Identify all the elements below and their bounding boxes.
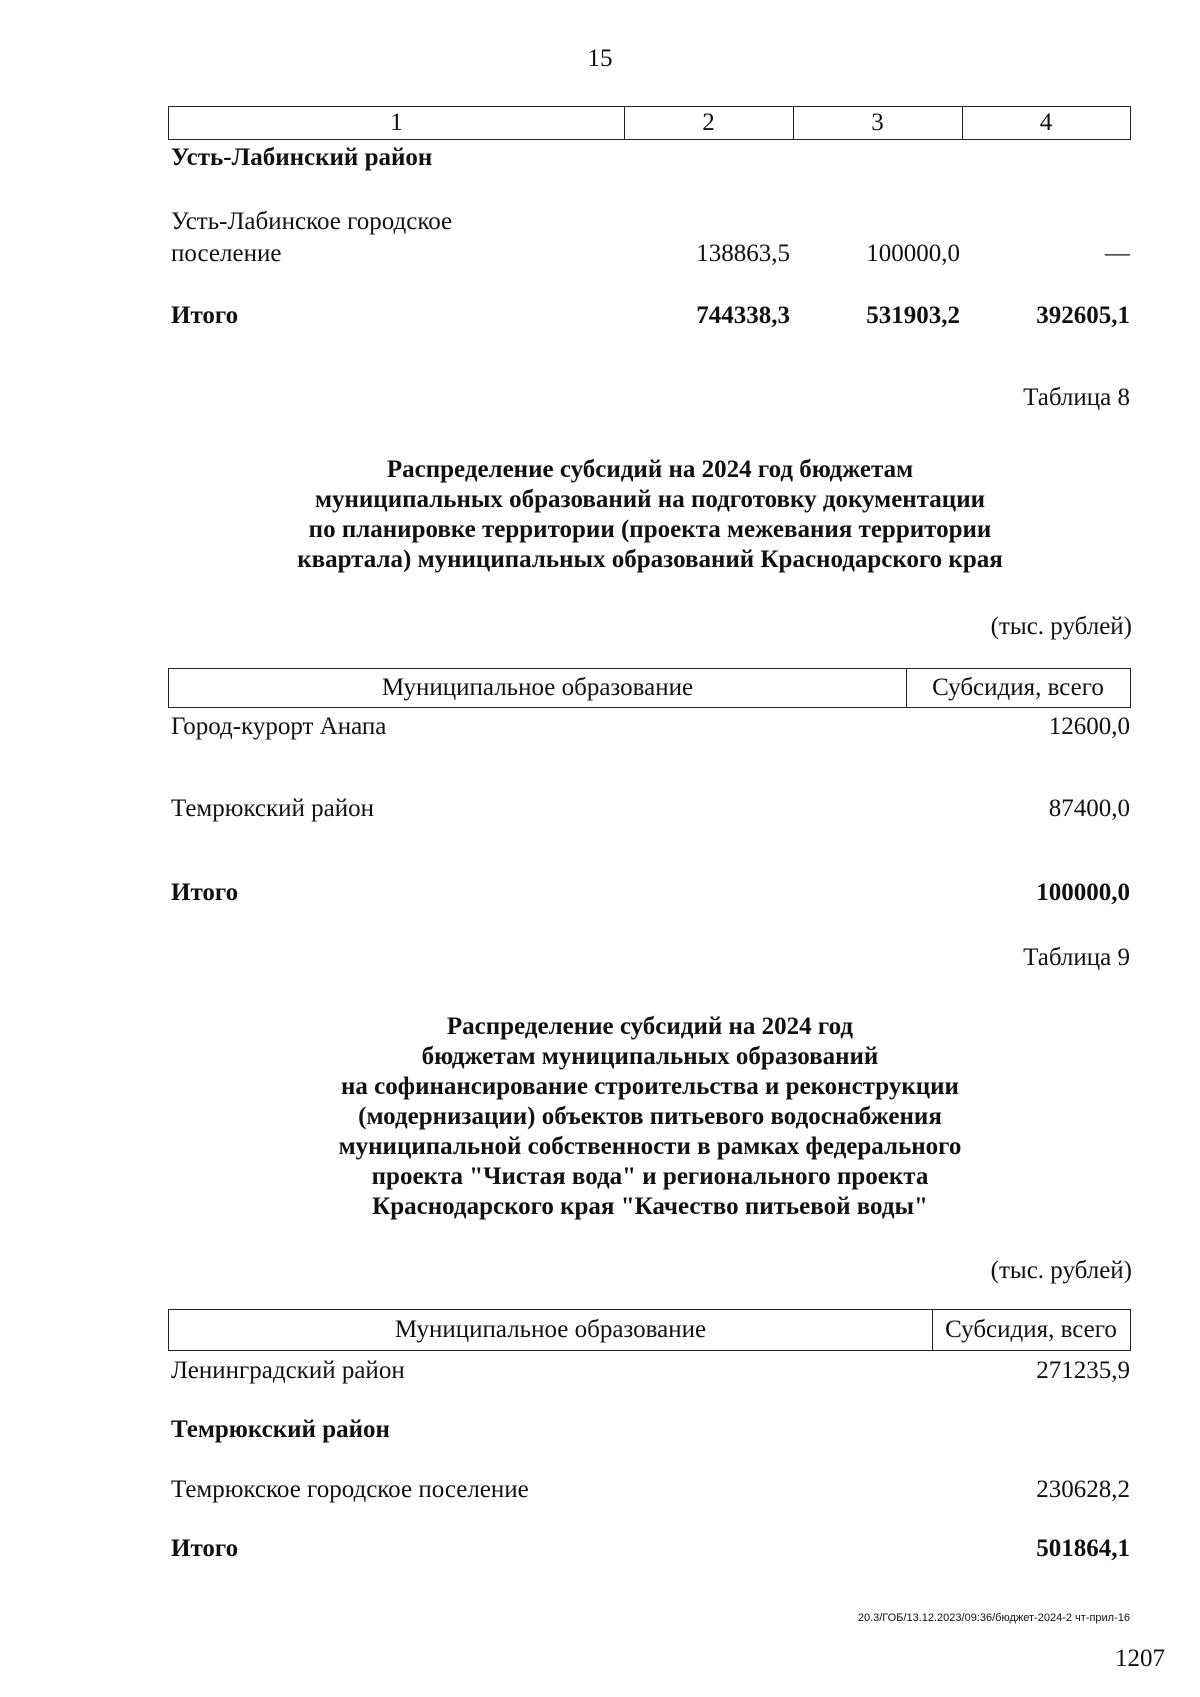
table9-title-line: муниципальной собственности в рамках федерального [338,1133,962,1160]
table9-title-line: бюджетам муниципальных образований [421,1043,879,1070]
table9-title-line: Краснодарского края "Качество питьевой воды" [372,1193,928,1220]
total-col2: 744338,3 [696,302,790,329]
footer-page-number: 1207 [1115,1645,1165,1672]
table9-section-title: Темрюкский район [171,1416,390,1443]
table8-row-name: Темрюкский район [171,795,375,822]
table8-header [168,668,1131,708]
total-label: Итого [171,302,239,329]
table9-header-name: Муниципальное образование [394,1316,707,1343]
table-cont-header [168,106,1131,140]
table9-title-line: (модернизации) объектов питьевого водоснабжения [358,1103,942,1130]
page-number-top: 15 [587,45,613,72]
table9-label: Таблица 9 [1023,944,1130,971]
table9-row-value: 230628,2 [1036,1476,1130,1503]
table8-title-line: муниципальных образований на подготовку документации [314,486,986,513]
table8-total-value: 100000,0 [1036,879,1130,906]
table9-row-value: 271235,9 [1036,1357,1130,1384]
total-col3: 531903,2 [866,302,960,329]
header-col-2: 2 [702,109,715,136]
table8-label: Таблица 8 [1023,384,1130,411]
table9-row-name: Темрюкское городское поселение [171,1476,529,1503]
table8-header-name: Муниципальное образование [381,674,694,701]
table9-title-line: на софинансирование строительства и реконструкции [341,1073,959,1100]
table8-row-value: 12600,0 [1048,713,1130,740]
table8-units: (тыс. рублей) [990,613,1132,640]
header-col-4: 4 [1039,109,1053,136]
row-name-line1: Усть-Лабинское городское [171,208,453,235]
table9-units: (тыс. рублей) [990,1257,1132,1284]
table9-header [168,1309,1131,1351]
row-col2: 138863,5 [696,240,790,267]
row-name-line2: поселение [171,240,282,267]
table8-title-line: квартала) муниципальных образований Краснодарского края [297,546,1003,573]
table9-row-name: Ленинградский район [171,1357,405,1384]
table9-total-label: Итого [171,1535,239,1562]
table9-total-value: 501864,1 [1036,1535,1130,1562]
header-col-3: 3 [871,109,884,136]
table8-row-name: Город-курорт Анапа [171,713,387,740]
row-col3: 100000,0 [866,240,960,267]
total-col4: 392605,1 [1036,302,1130,329]
table8-title-line: Распределение субсидий на 2024 год бюджетам [386,456,914,483]
table9-title-line: проекта "Чистая вода" и регионального проекта [371,1163,929,1190]
footer-code: 20.3/ГОБ/13.12.2023/09:36/бюджет-2024-2 чт-прил-16 [857,1612,1130,1624]
section-title: Усть-Лабинский район [171,144,433,171]
table8-title-line: по планировке территории (проекта межевания территории [308,516,992,543]
row-col4: — [1105,240,1130,267]
table8-row-value: 87400,0 [1048,795,1130,822]
header-col-1: 1 [390,109,403,136]
table8-total-label: Итого [171,879,239,906]
table8-header-value: Субсидия, всего [932,674,1104,701]
table9-header-value: Субсидия, всего [945,1316,1117,1343]
table9-title-line: Распределение субсидий на 2024 год [446,1013,854,1040]
